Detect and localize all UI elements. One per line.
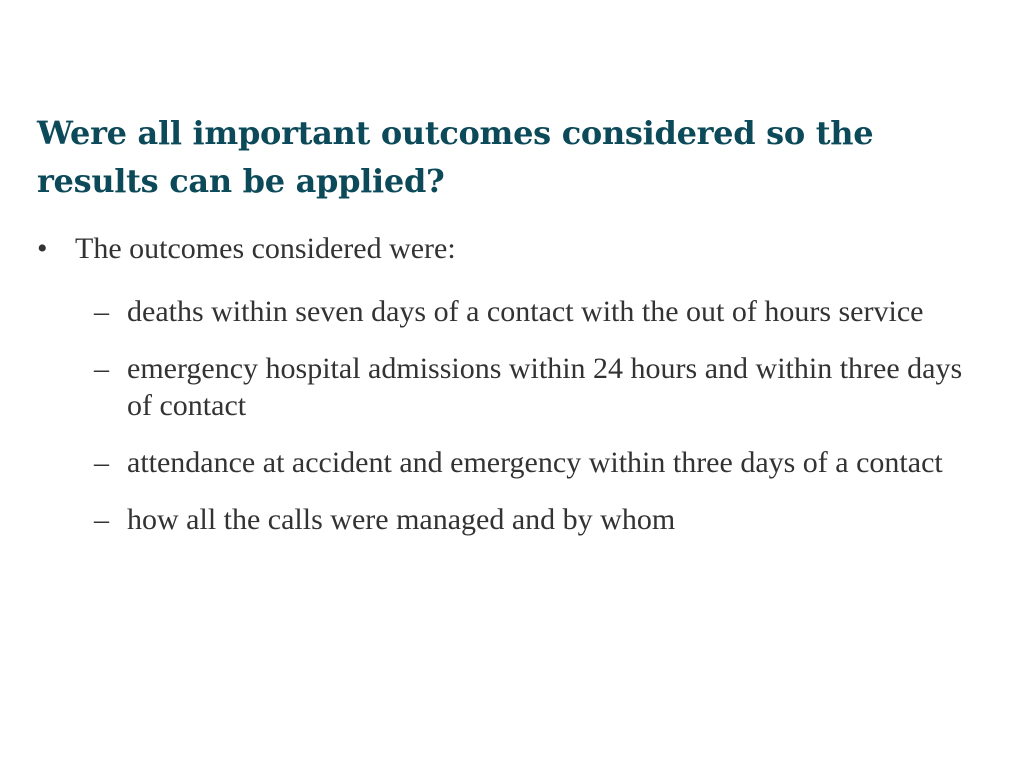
outcome-text: emergency hospital admissions within 24 hours and within three days of contact (127, 352, 963, 422)
outcome-item (94, 501, 984, 538)
outcome-list (94, 293, 997, 538)
dash-marker: – (94, 503, 109, 536)
outcome-text: attendance at accident and emergency within three days of a contact (127, 446, 943, 479)
bullet-text: The outcomes considered were: (75, 232, 456, 265)
slide-content (37, 229, 997, 558)
outcome-item (94, 293, 984, 330)
bullet-marker: • (37, 232, 48, 265)
outcome-text: how all the calls were managed and by whom (127, 503, 676, 536)
bullet-item (37, 229, 997, 269)
outcome-item (94, 350, 984, 424)
dash-marker: – (94, 295, 109, 328)
dash-marker: – (94, 446, 109, 479)
outcome-text: deaths within seven days of a contact with the out of hours service (127, 295, 924, 328)
slide-title: Were all important outcomes considered so the results can be applied? (37, 114, 874, 200)
outcome-item (94, 444, 984, 481)
dash-marker: – (94, 352, 109, 385)
